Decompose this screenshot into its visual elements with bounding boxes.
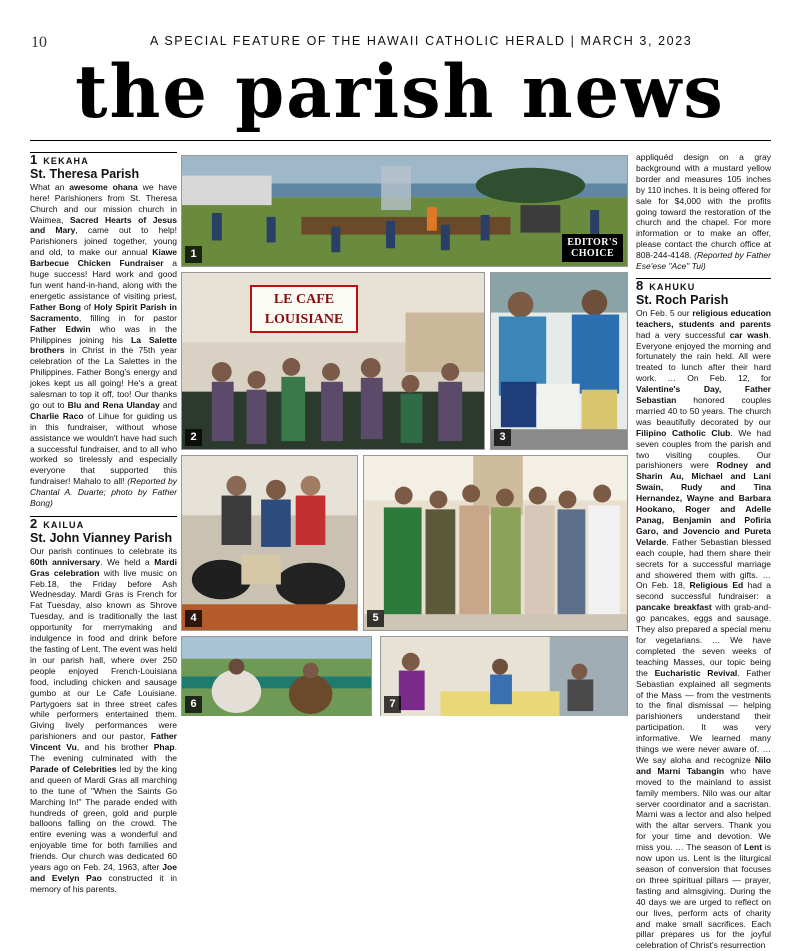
editors-choice-badge: EDITOR'S CHOICE bbox=[562, 234, 623, 262]
right-column bbox=[636, 152, 771, 951]
photo-church-group bbox=[363, 455, 628, 631]
photo-quilt-image bbox=[381, 637, 627, 716]
section-place: KAILUA bbox=[43, 520, 85, 530]
photo-quilt bbox=[380, 636, 628, 716]
article-body-2: Our parish continues to celebrate its 60th anniversary. We held a Mardi Gras celebration with live music on Feb.18, the Friday before Ash Wednesday. Mardi Gras is French for Fat Tuesday, also known as Shrove Tuesday, and is traditionally the last opportunity for merrymaking and indulgence in food and drink before the fasting of Lent. The event was held in our parish hall, where over 250 people enjoyed French-Louisiana food, including chicken and sausage gumbo at our Le Cafe Louisiane. Partygoers sat in three street cafes while performers entertained them. Giving lively performances were parishioners and our pastor, Father Vincent Vu, and his brother Phap. The evening culminated with the Parade of Celebrities led by the king and queen of Mardi Gras all marching to the tune of "When the Saints Go Marching In!" The parade ended with hundreds of green, gold and purple balloons falling on the crowd. The entire evening was a wonderful and enjoyable time for both families and friends. Our church was dedicated 60 years ago on Feb. 24, 1963, after Joe and Evelyn Pao constructed it in memory of his parents. bbox=[30, 545, 178, 894]
photo-number: 5 bbox=[367, 610, 384, 627]
section-number: 8 bbox=[636, 277, 644, 293]
section-place: KAHUKU bbox=[649, 281, 696, 292]
photo-number: 7 bbox=[384, 696, 401, 713]
article-body-8: On Feb. 5 our religious education teachers, students and parents had a very successful car wash. Everyone enjoyed the morning and fortunately the rain held. All were treated to lunch after their hard work. … On Feb. 12, for Valentine's Day, Father Sebastian honored couples married 40 to 50 years. The church was beautifully decorated by our Filipino Catholic Club. We had seven couples from the parish and two visiting couples. Our parishioners were Rodney and Sharin Au, Michael and Lani Swain, Rudy and Tina Hernandez, Wayne and Barbara Hookano, Roger and Adelle Panag, Benjamin and Pofiria Garo, and Jovencio and Pureta Velarde. Father Sebastian blessed each couple, had them share their secrets for a successful marriage and showered them with gifts. … On Feb. 18, Religious Ed had a second successful fundraiser: a pancake breakfast with grab-and-go pancakes, eggs and sausage. They also prepared a special menu for vegetarians. … We have completed the seven weeks of teaching Masses, our topic being the Eucharistic Revival. Father Sebastian explained all segments of the Mass — from the vestments to the final dismissal — helping parishioners understand their participation. It was very informative. We learned many things we were never aware of. … We say aloha and recognize Nilo and Marni Tabangin who have moved to the mainland to assist family members. Nilo was our altar server coordinator and a sacristan. Marni was a lector and also helped with the altar servers. Thank you for your time and devotion. We miss you. … The season of Lent is now upon us. Lent is the liturgical season of conversion that focuses on three spiritual pillars — prayer, fasting and almsgiving. During the 40 days we are urged to reflect on our lives, perform acts of charity and make small sacrifices. Each pillar prepares us for the joyful celebration of Christ's resurrection bbox=[636, 307, 772, 951]
photo-number: 3 bbox=[494, 429, 511, 446]
section-place: KEKAHA bbox=[43, 156, 89, 166]
feature-line: A SPECIAL FEATURE OF THE HAWAII CATHOLIC HERALD | MARCH 3, 2023 bbox=[150, 34, 693, 48]
photo-number: 4 bbox=[185, 610, 202, 627]
photo-credit: (Reported by Chantal A. Duarte; photo by Father Bong) bbox=[30, 476, 177, 509]
parish-name: St. Roch Parish bbox=[636, 292, 729, 307]
page-number: 10 bbox=[31, 34, 47, 51]
photo-valentine-image bbox=[491, 273, 627, 449]
photo-barbecue-image bbox=[182, 156, 627, 266]
article-body-1: What an awesome ohana we have here! Parishioners from St. Theresa Church and our mission church in Waimea, Sacred Hearts of Jesus and Mary, came out to help! Parishioners joined together, young and old, to make our annual Kiawe Barbecue Chicken Fundraiser a huge success! Hard work and good fun went hand-in-hand, along with the energetic assistance of visiting priest, Father Bong of Holy Spirit Parish in Sacramento, filling in for pastor Father Edwin who was in the Philippines joining his La Salette brothers in Christ in the 75th year celebration of the La Salettes in the Philippines. Father Bong's energy and jokes kept us all going! He's a great salesman to top it off, too! Our thanks go out to Blu and Rena Ulanday and Charlie Raco of Lihue for guiding us in this fundraiser, without whose assistance we wouldn't have had such a successful fundraiser, and to all who worked so tirelessly and especially everyone that supported this fundraiser! Mahalo to all! (Reported by Chantal A. Duarte; photo by Father Bong) bbox=[30, 181, 178, 509]
parish-name: St. John Vianney Parish bbox=[30, 530, 173, 545]
photo-barbecue bbox=[181, 155, 628, 267]
photo-number: 6 bbox=[185, 696, 202, 713]
photo-horse-riders bbox=[181, 636, 372, 716]
masthead: the parish news bbox=[75, 47, 725, 136]
section-header-2 bbox=[30, 516, 177, 531]
photo-valentine-couple bbox=[490, 272, 628, 450]
photo-le-cafe-louisiane bbox=[181, 272, 485, 450]
photo-church-group-image bbox=[364, 456, 627, 630]
photo-number: 1 bbox=[185, 246, 202, 263]
article-continuation: appliquéd design on a gray background with a mustard yellow border and measures 105 inches by 110 inches. It is being offered for sale for $4,000 with the profits going toward the restoration of the church and the chapel. For more information or to make an offer, please contact the church office at 808-244-4148. (Reported by Father Ese'ese "Ace" Tui) bbox=[636, 152, 771, 272]
photo-horse-image bbox=[182, 637, 371, 716]
photo-donation-image bbox=[182, 456, 357, 630]
section-header-1 bbox=[30, 152, 177, 167]
left-column bbox=[30, 152, 177, 895]
photo-number: 2 bbox=[185, 429, 202, 446]
masthead-rule bbox=[30, 140, 771, 141]
section-header-8 bbox=[636, 278, 771, 293]
le-cafe-louisiane-sign: LE CAFE LOUISIANE bbox=[250, 285, 358, 333]
parish-name: St. Theresa Parish bbox=[30, 166, 140, 181]
photo-donation-drive bbox=[181, 455, 358, 631]
section-number: 1 bbox=[30, 152, 38, 167]
photo-credit: (Reported by Father Ese'ese "Ace" Tui) bbox=[636, 250, 771, 272]
section-number: 2 bbox=[30, 516, 38, 531]
